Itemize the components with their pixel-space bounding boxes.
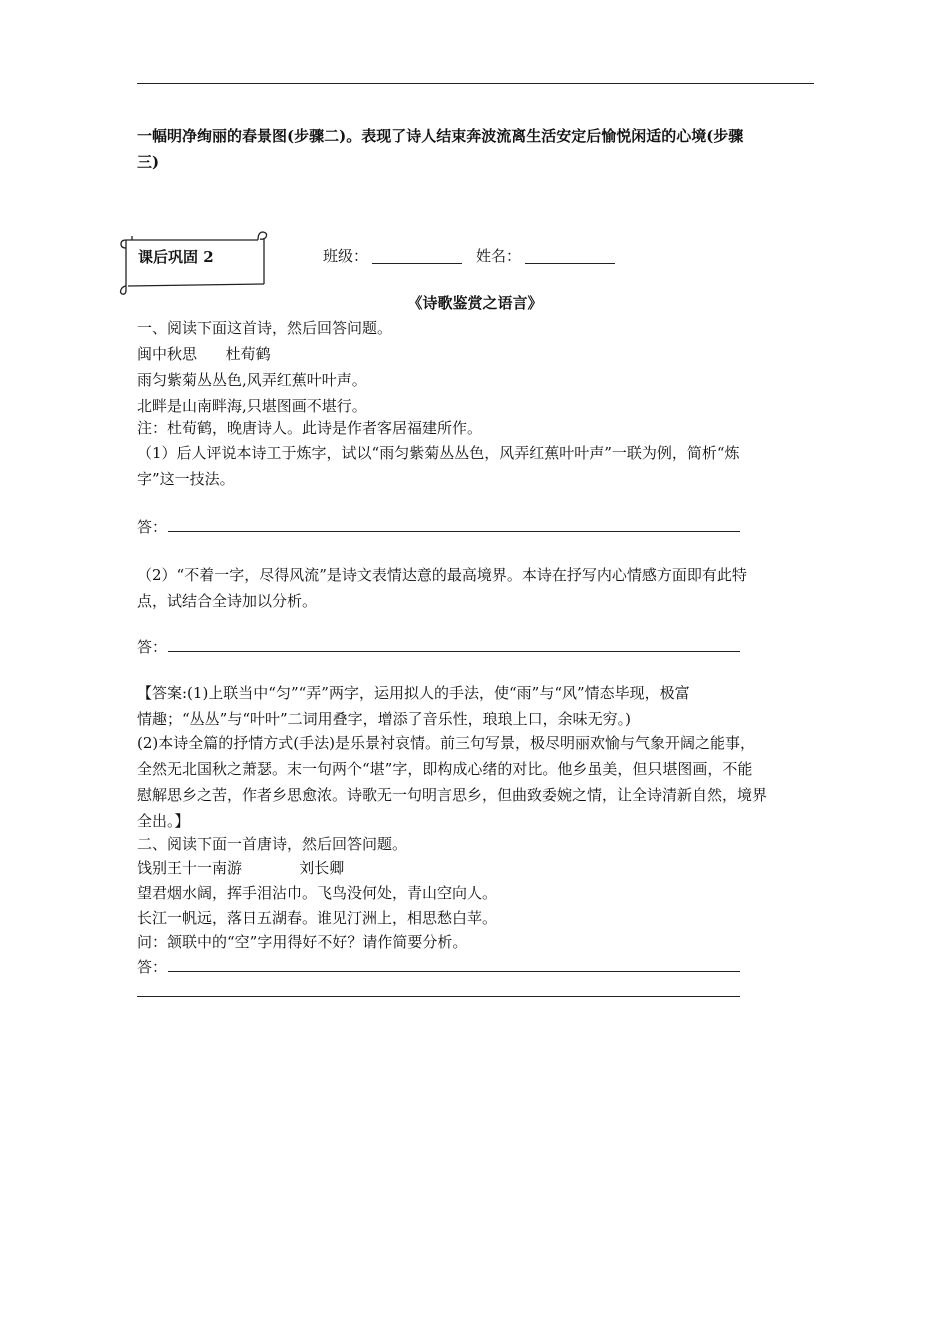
q2-question: 问：颔联中的“空”字用得好不好？请作简要分析。: [137, 933, 468, 951]
worksheet-title: 《诗歌鉴赏之语言》: [407, 294, 543, 312]
q1-sub2-line-2: 点，试结合全诗加以分析。: [137, 592, 318, 610]
class-label: 班级：: [323, 247, 369, 265]
name-label: 姓名：: [476, 247, 522, 265]
answer-line-4: 全然无北国秋之萧瑟。末一句两个“堪”字，即构成心绪的对比。他乡虽美，但只堪图画，不能: [137, 760, 753, 778]
q1-answer-line-1[interactable]: [168, 531, 740, 532]
q1-answer-label-1: 答：: [137, 518, 168, 536]
q2-poem-title: 饯别王十一南游 刘长卿: [137, 859, 345, 877]
q2-answer-label: 答：: [137, 958, 168, 976]
q1-answer-label-2: 答：: [137, 638, 168, 656]
q1-poem-line-2: 北畔是山南畔海,只堪图画不堪行。: [137, 397, 367, 415]
q2-poem-line-1: 望君烟水阔，挥手泪沾巾。飞鸟没何处，青山空向人。: [137, 884, 498, 902]
answer-line-1: 【答案:(1)上联当中“匀”“弄”两字，运用拟人的手法，使“雨”与“风”情态毕现，极富: [137, 684, 690, 702]
answer-line-6: 全出。】: [137, 812, 190, 830]
q2-answer-line-2[interactable]: [137, 996, 740, 997]
q1-note: 注：杜荀鹤，晚唐诗人。此诗是作者客居福建所作。: [137, 419, 483, 437]
answer-line-2: 情趣；“丛丛”与“叶叶”二词用叠字，增添了音乐性，琅琅上口，余味无穷。): [137, 710, 632, 728]
q1-sub1-line-2: 字”这一技法。: [137, 470, 235, 488]
q1-sub1-line-1: （1）后人评说本诗工于炼字，试以“雨匀紫菊丛丛色，风弄红蕉叶叶声”一联为例，简析“炼: [137, 444, 740, 462]
intro-line-1: 一幅明净绚丽的春景图(步骤二)。表现了诗人结束奔波流离生活安定后愉悦闲适的心境(步骤: [137, 127, 744, 145]
class-blank[interactable]: [372, 247, 462, 264]
top-rule: [137, 83, 814, 84]
q1-heading: 一、阅读下面这首诗，然后回答问题。: [137, 319, 393, 337]
q2-answer-line-1[interactable]: [168, 971, 740, 972]
intro-line-2: 三): [137, 153, 160, 171]
q2-heading: 二、阅读下面一首唐诗，然后回答问题。: [137, 835, 408, 853]
scroll-label: 课后巩固 2: [138, 248, 214, 266]
name-blank[interactable]: [525, 247, 615, 264]
q2-poem-line-2: 长江一帆远，落日五湖春。谁见汀洲上，相思愁白苹。: [137, 909, 498, 927]
q1-answer-line-2[interactable]: [168, 651, 740, 652]
q1-sub2-line-1: （2）“不着一字，尽得风流”是诗文表情达意的最高境界。本诗在抒写内心情感方面即有此特: [137, 566, 747, 584]
q1-poem-line-1: 雨匀紫菊丛丛色,风弄红蕉叶叶声。: [137, 371, 367, 389]
name-field: [476, 243, 615, 269]
answer-line-3: (2)本诗全篇的抒情方式(手法)是乐景衬哀情。前三句写景，极尽明丽欢愉与气象开阔之能事，: [137, 734, 755, 752]
class-field: [323, 243, 462, 269]
answer-line-5: 慰解思乡之苦，作者乡思愈浓。诗歌无一句明言思乡，但曲致委婉之情，让全诗清新自然，境界: [137, 786, 768, 804]
q1-poem-title: 闽中秋思 杜荀鹤: [137, 345, 271, 363]
